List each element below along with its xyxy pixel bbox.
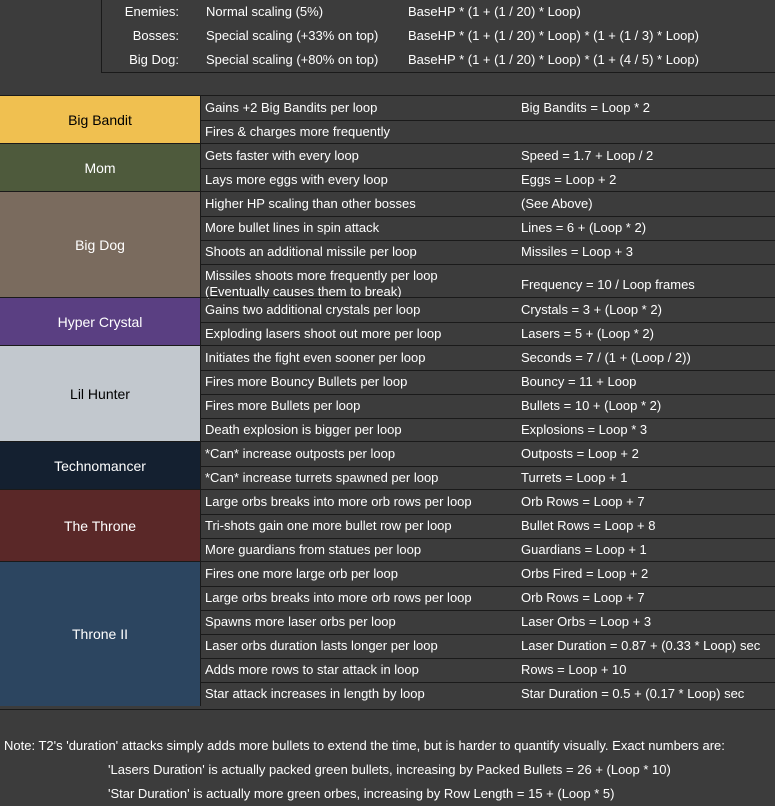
effect-row [205,322,775,346]
effect-text: Fires more Bouncy Bullets per loop [205,374,408,389]
effect-description [205,634,438,654]
effect-text: Fires & charges more frequently [205,124,390,139]
effect-formula: Lines = 6 + (Loop * 2) [521,220,647,235]
effect-description [205,514,452,534]
notes-section [0,709,775,806]
effect-text: *Can* increase outposts per loop [205,446,396,461]
boss-table [0,95,775,709]
effect-row [205,264,775,298]
effect-description [205,394,360,414]
effect-formula: Speed = 1.7 + Loop / 2 [521,148,654,163]
effect-row [205,144,775,168]
effect-formula: Missiles = Loop + 3 [521,244,634,259]
effect-row [205,442,775,466]
effect-text: Higher HP scaling than other bosses [205,196,416,211]
scaling-formula: BaseHP * (1 + (1 / 20) * Loop) * (1 + (4 / 5) * Loop) [408,52,699,67]
boss-name: Mom [0,144,201,192]
boss-row [0,191,775,298]
scaling-description: Special scaling (+80% on top) [206,52,379,67]
effect-description [205,240,417,260]
effect-description [205,682,425,702]
effect-row [205,346,775,370]
hp-scaling-table [101,0,775,73]
effect-text: Adds more rows to star attack in loop [205,662,419,677]
effect-formula: Star Duration = 0.5 + (0.17 * Loop) sec [521,686,745,701]
effect-row [205,168,775,192]
effect-text: Exploding lasers shoot out more per loop [205,326,442,341]
note-main: Note: T2's 'duration' attacks simply adds more bullets to extend the time, but is harder to quantify visually. Exact numbers are: [4,738,725,753]
effect-row [205,586,775,610]
effect-row [205,216,775,240]
effect-formula: Bouncy = 11 + Loop [521,374,637,389]
scaling-description: Normal scaling (5%) [206,4,324,19]
effect-description [205,418,402,438]
effect-description [205,216,379,236]
effect-description [205,264,438,300]
effect-description [205,322,441,342]
effect-text: Tri-shots gain one more bullet row per loop [205,518,452,533]
effect-row [205,298,775,322]
effect-description [205,658,419,678]
effect-text: Initiates the fight even sooner per loop [205,350,426,365]
effect-formula: Big Bandits = Loop * 2 [521,100,651,115]
effect-description [205,586,472,606]
effect-formula: Orbs Fired = Loop + 2 [521,566,649,581]
effect-text: More bullet lines in spin attack [205,220,380,235]
effect-row [205,682,775,706]
scaling-formula: BaseHP * (1 + (1 / 20) * Loop) [408,4,581,19]
effect-description [205,96,377,116]
effect-description [205,168,388,188]
effect-formula: Turrets = Loop + 1 [521,470,628,485]
effect-text: Star attack increases in length by loop [205,686,425,701]
boss-row [0,489,775,562]
effect-row [205,394,775,418]
effect-formula: Lasers = 5 + (Loop * 2) [521,326,654,341]
effect-text: Gets faster with every loop [205,148,359,163]
scaling-description: Special scaling (+33% on top) [206,28,379,43]
effect-description [205,144,359,164]
effect-row [205,562,775,586]
effect-row [205,514,775,538]
effect-formula: Frequency = 10 / Loop frames [521,277,695,292]
effect-text: Gains +2 Big Bandits per loop [205,100,378,115]
effect-text: More guardians from statues per loop [205,542,422,557]
effect-description [205,346,425,366]
effect-text: Lays more eggs with every loop [205,172,388,187]
effect-text-note: (Eventually causes them to break) [205,284,402,299]
effect-formula: Bullets = 10 + (Loop * 2) [521,398,662,413]
effect-row [205,96,775,120]
effect-text: Missiles shoots more frequently per loop [205,268,438,283]
effect-formula: Orb Rows = Loop + 7 [521,494,645,509]
effect-text: Gains two additional crystals per loop [205,302,421,317]
effect-description [205,466,438,486]
scaling-label: Big Dog: [129,52,179,67]
scaling-label: Bosses: [132,28,179,43]
boss-name: Big Dog [0,192,201,298]
boss-row [0,345,775,442]
effect-row [205,634,775,658]
note-line-star: 'Star Duration' is actually more green orbes, increasing by Row Length = 15 + (Loop * 5) [108,786,615,801]
effect-row [205,370,775,394]
boss-name: Big Bandit [0,96,201,144]
effect-row [205,418,775,442]
effect-formula: Rows = Loop + 10 [521,662,627,677]
effect-description [205,120,390,140]
boss-row [0,95,775,144]
effect-row [205,538,775,562]
effect-formula: Crystals = 3 + (Loop * 2) [521,302,662,317]
boss-name: Throne II [0,562,201,706]
effect-row [205,192,775,216]
effect-description [205,610,396,630]
effect-formula: Bullet Rows = Loop + 8 [521,518,656,533]
effect-text: *Can* increase turrets spawned per loop [205,470,439,485]
effect-formula: Eggs = Loop + 2 [521,172,617,187]
effect-description [205,538,421,558]
note-line-lasers: 'Lasers Duration' is actually packed green bullets, increasing by Packed Bullets = 26 + (Loop * 10) [108,762,671,777]
scaling-label: Enemies: [124,4,179,19]
effect-formula: (See Above) [521,196,593,211]
boss-name: Hyper Crystal [0,298,201,346]
boss-row [0,297,775,346]
effect-text: Large orbs breaks into more orb rows per loop [205,590,472,605]
effect-description [205,298,420,318]
effect-formula: Laser Orbs = Loop + 3 [521,614,652,629]
effect-description [205,490,472,510]
effect-row [205,490,775,514]
effect-text: Shoots an additional missile per loop [205,244,417,259]
effect-row [205,466,775,490]
effect-formula: Explosions = Loop * 3 [521,422,648,437]
effect-description [205,562,398,582]
effect-formula: Guardians = Loop + 1 [521,542,647,557]
effect-text: Death explosion is bigger per loop [205,422,402,437]
effect-row [205,658,775,682]
effect-description [205,442,395,462]
boss-name: Lil Hunter [0,346,201,442]
effect-text: Spawns more laser orbs per loop [205,614,396,629]
boss-name: Technomancer [0,442,201,490]
effect-text: Fires one more large orb per loop [205,566,398,581]
effect-formula: Outposts = Loop + 2 [521,446,639,461]
scaling-section [0,0,775,95]
effect-text: Laser orbs duration lasts longer per loop [205,638,438,653]
effect-row [205,120,775,144]
boss-row [0,441,775,490]
boss-row [0,561,775,706]
effect-formula: Orb Rows = Loop + 7 [521,590,645,605]
effect-formula: Seconds = 7 / (1 + (Loop / 2)) [521,350,691,365]
effect-row [205,610,775,634]
boss-row [0,143,775,192]
boss-name: The Throne [0,490,201,562]
effect-description [205,370,407,390]
effect-text: Large orbs breaks into more orb rows per loop [205,494,472,509]
effect-formula: Laser Duration = 0.87 + (0.33 * Loop) sec [521,638,761,653]
effect-row [205,240,775,264]
effect-text: Fires more Bullets per loop [205,398,361,413]
scaling-formula: BaseHP * (1 + (1 / 20) * Loop) * (1 + (1 / 3) * Loop) [408,28,699,43]
effect-description [205,192,416,212]
